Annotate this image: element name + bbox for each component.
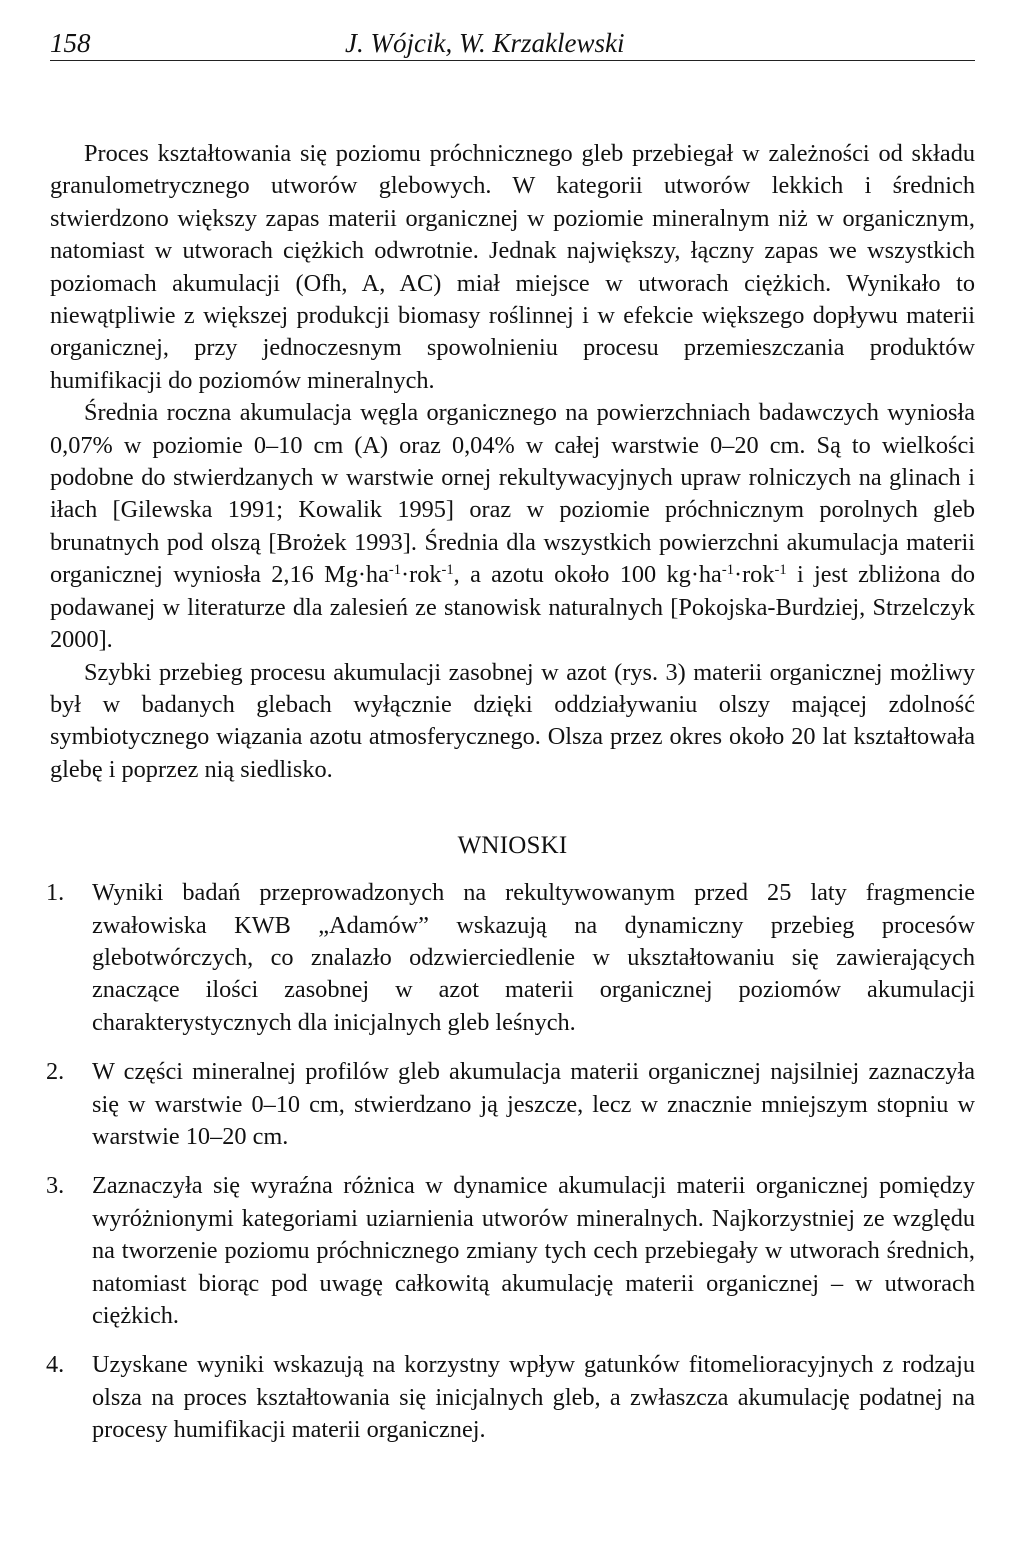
list-item [46, 1056, 975, 1153]
superscript: -1 [721, 562, 734, 579]
superscript: -1 [388, 562, 402, 579]
list-number: 1. [46, 879, 65, 907]
list-item-text: Uzyskane wyniki wskazują na korzystny wpływ gatunków fitomelioracyjnych z rodzaju olsza na proces kształtowania się inicjalnych gleb, a zwłaszcza akumulację podatnej na procesy humifikacji materii organicznej. [92, 1351, 975, 1444]
superscript: -1 [441, 562, 454, 579]
list-number: 4. [46, 1351, 65, 1379]
conclusions-list [46, 877, 975, 1447]
page [46, 26, 975, 1464]
list-item-text: Zaznaczyła się wyraźna różnica w dynamice akumulacji materii organicznej pomiędzy wyróżnionymi kategoriami uziarnienia utworów mineralnych. Najkorzystniej ze względu na tworzenie poziomu próchnicznego zmiany tych cech przebiegały w utworach średnich, natomiast biorąc pod uwagę całkowitą akumulację materii organicznej – w utworach ciężkich. [92, 1172, 975, 1329]
running-header [50, 26, 975, 61]
superscript: -1 [774, 562, 787, 579]
list-item [46, 1170, 975, 1332]
paragraph-2-part: , a azotu około 100 kg·ha [453, 561, 722, 589]
list-item [46, 877, 975, 1039]
paragraph-2-part: ·rok [401, 561, 442, 589]
list-item-text: W części mineralnej profilów gleb akumulacja materii organicznej najsilniej zaznaczyła się w warstwie 0–10 cm, stwierdzano ją jeszcze, lecz w znacznie mniejszym stopniu w warstwie 10–20 cm. [92, 1058, 975, 1150]
paragraph-2-part: ·rok [734, 561, 775, 589]
page-number: 158 [50, 28, 91, 58]
paragraph-2-part: i jest zbliżona do podawanej w literaturze dla zalesień ze stanowisk naturalnych [Pokojska-Burdziej, Strzelczyk 2000]. [50, 561, 975, 654]
paragraph-3: Szybki przebieg procesu akumulacji zasobnej w azot (rys. 3) materii organicznej możliwy był w badanych glebach wyłącznie dzięki oddziaływaniu olszy mającej zdolność symbiotycznego wiązania azotu atmosferycznego. Olsza przez okres około 20 lat kształtowała glebę i poprzez nią siedlisko. [50, 658, 975, 783]
body-text [50, 138, 975, 786]
section-title: WNIOSKI [457, 832, 568, 860]
running-header-authors: J. Wójcik, W. Krzaklewski [345, 28, 625, 58]
list-number: 3. [46, 1172, 65, 1200]
paragraph-2 [50, 397, 975, 656]
list-item [46, 1349, 975, 1446]
paragraph-1: Proces kształtowania się poziomu próchnicznego gleb przebiegał w zależności od składu granulometrycznego utworów glebowych. W kategorii utworów lekkich i średnich stwierdzono większy zapas materii organicznej w poziomie mineralnym niż w organicznym, natomiast w utworach ciężkich odwrotnie. Jednak największy, łączny zapas we wszystkich poziomach akumulacji (Ofh, A, AC) miał miejsce w utworach ciężkich. Wynikało to niewątpliwie z większej produkcji biomasy roślinnej i w efekcie większego dopływu materii organicznej, przy jednoczesnym spowolnieniu procesu przemieszczania produktów humifikacji do poziomów mineralnych. [50, 140, 975, 394]
paragraph-2-part: Średnia roczna akumulacja węgla organicznego na powierzchniach badawczych wyniosła 0,07% w poziomie 0–10 cm (A) oraz 0,04% w całej warstwie 0–20 cm. Są to wielkości podobne do stwierdzanych w warstwie ornej rekultywacyjnych upraw rolniczych na glinach i iłach [Gilewska 1991; Kowalik 1995] oraz w poziomie próchnicznym porolnych gleb brunatnych pod olszą [Brożek 1993]. Średnia dla wszystkich powierzchni akumulacja materii organicznej wyniosła 2,16 Mg·ha [50, 399, 975, 589]
list-item-text: Wyniki badań przeprowadzonych na rekultywowanym przed 25 laty fragmencie zwałowiska KWB „Adamów” wskazują na dynamiczny przebieg procesów glebotwórczych, co znalazło odzwierciedlenie w ukształtowaniu się zawierających znaczące ilości zasobnej w azot materii organicznej poziomów akumulacji charakterystycznych dla inicjalnych gleb leśnych. [92, 879, 975, 1036]
list-number: 2. [46, 1058, 65, 1086]
